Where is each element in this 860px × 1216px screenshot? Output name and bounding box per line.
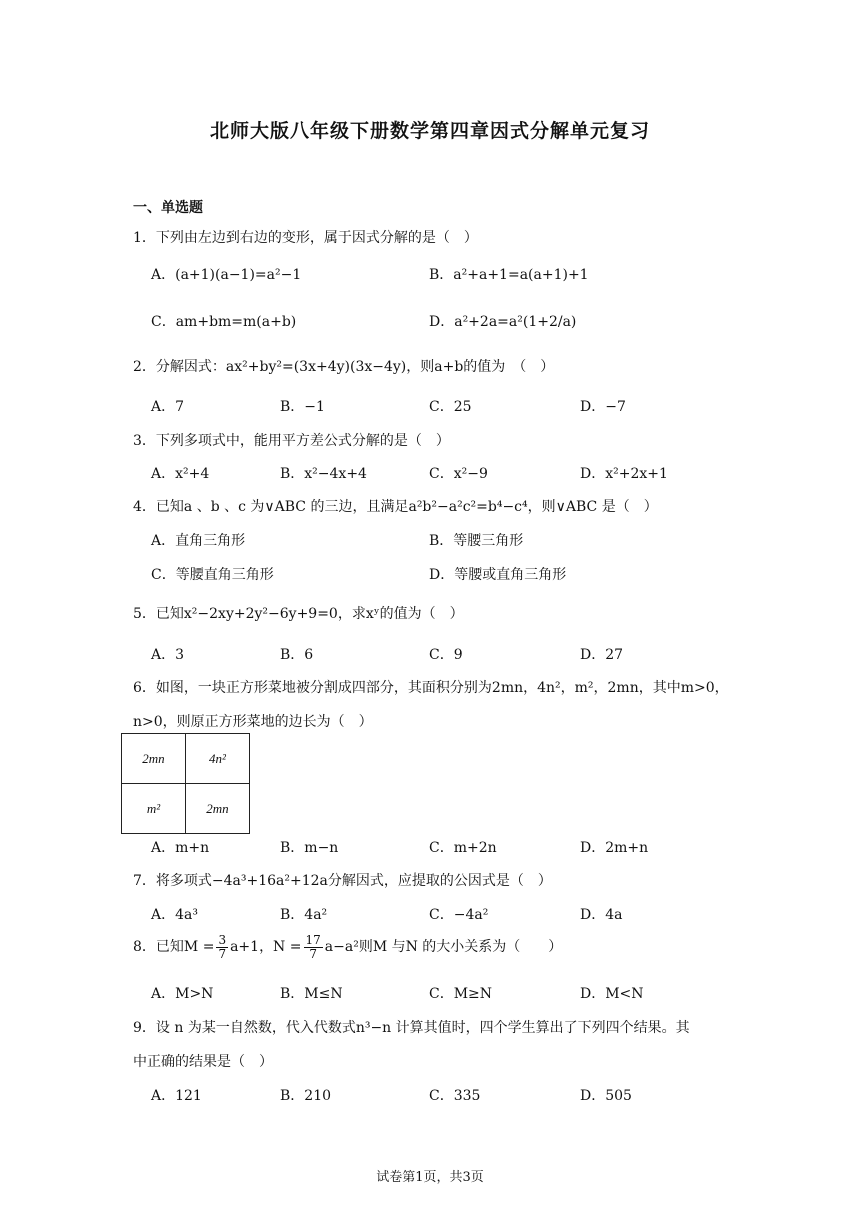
question-2-option-c: C．25 [429, 399, 472, 415]
page-title: 北师大版八年级下册数学第四章因式分解单元复习 [209, 120, 650, 142]
question-1-option-c: C．am+bm=m(a+b) [151, 314, 297, 330]
question-1-option-d: D．a²+2a=a²(1+2/a) [429, 314, 577, 330]
question-8-option-d: D．M<N [580, 986, 644, 1002]
grid-cell-top-right: 4n² [186, 734, 250, 784]
question-9-stem-line2: 中正确的结果是（ ） [133, 1054, 273, 1070]
question-4-option-b: B．等腰三角形 [429, 533, 524, 549]
question-7-option-b: B．4a² [280, 907, 328, 923]
area-grid-figure [121, 733, 250, 834]
question-2-option-a: A．7 [151, 399, 185, 415]
grid-cell-top-left: 2mn [122, 734, 186, 784]
question-9-option-a: A．121 [151, 1088, 202, 1104]
question-8-stem-part1: 8．已知M = [133, 939, 215, 956]
question-4-option-a: A．直角三角形 [151, 533, 246, 549]
question-9-option-b: B．210 [280, 1088, 332, 1104]
fraction-numerator: 17 [305, 933, 321, 947]
question-6-option-c: C．m+2n [429, 840, 497, 856]
question-2-option-d: D．−7 [580, 399, 626, 415]
fraction-3-over-7 [216, 934, 228, 960]
section-heading: 一、单选题 [133, 200, 203, 216]
fraction-17-over-7 [304, 934, 323, 960]
question-8-stem [133, 934, 562, 960]
question-7-option-a: A．4a³ [151, 907, 198, 923]
question-1-stem: 1．下列由左边到右边的变形，属于因式分解的是（ ） [133, 230, 478, 246]
question-1-option-b: B．a²+a+1=a(a+1)+1 [429, 267, 589, 283]
grid-cell-bottom-left: m² [122, 784, 186, 834]
question-3-option-a: A．x²+4 [151, 466, 210, 482]
page-footer: 试卷第1页，共3页 [376, 1170, 484, 1185]
question-6-option-a: A．m+n [151, 840, 210, 856]
question-2-option-b: B．−1 [280, 399, 325, 415]
question-5-option-b: B．6 [280, 647, 314, 663]
question-8-option-b: B．M≤N [280, 986, 343, 1002]
question-4-stem: 4．已知a 、b 、c 为∨ABC 的三边，且满足a²b²−a²c²=b⁴−c⁴，则∨ABC 是（ ） [133, 499, 658, 515]
question-5-option-a: A．3 [151, 647, 185, 663]
question-4-option-c: C．等腰直角三角形 [151, 567, 274, 583]
question-9-option-d: D．505 [580, 1088, 632, 1104]
fraction-denominator: 7 [309, 946, 317, 961]
question-8-stem-part2: a+1，N = [230, 939, 302, 956]
question-4-option-d: D．等腰或直角三角形 [429, 567, 567, 583]
question-7-option-d: D．4a [580, 907, 623, 923]
question-3-option-b: B．x²−4x+4 [280, 466, 367, 482]
question-8-option-c: C．M≥N [429, 986, 493, 1002]
question-2-stem: 2．分解因式：ax²+by²=(3x+4y)(3x−4y)，则a+b的值为 （ ） [133, 359, 555, 375]
question-7-option-c: C．−4a² [429, 907, 489, 923]
question-5-option-c: C．9 [429, 647, 463, 663]
question-9-stem: 9．设 n 为某一自然数，代入代数式n³−n 计算其值时，四个学生算出了下列四个结果。其 [133, 1020, 690, 1036]
question-6-option-d: D．2m+n [580, 840, 649, 856]
question-6-option-b: B．m−n [280, 840, 339, 856]
question-3-option-c: C．x²−9 [429, 466, 488, 482]
question-8-stem-part3: a−a²则M 与N 的大小关系为（ ） [324, 939, 563, 956]
question-6-stem: 6．如图，一块正方形菜地被分割成四部分，其面积分别为2mn，4n²，m²，2mn，其中m>0， [133, 680, 729, 696]
question-7-stem: 7．将多项式−4a³+16a²+12a分解因式，应提取的公因式是（ ） [133, 873, 552, 889]
fraction-denominator: 7 [218, 946, 227, 961]
question-9-option-c: C．335 [429, 1088, 481, 1104]
fraction-numerator: 3 [218, 933, 227, 947]
question-1-option-a: A．(a+1)(a−1)=a²−1 [151, 267, 302, 283]
question-5-stem: 5．已知x²−2xy+2y²−6y+9=0，求xʸ的值为（ ） [133, 606, 464, 622]
grid-cell-bottom-right: 2mn [186, 784, 250, 834]
question-3-stem: 3．下列多项式中，能用平方差公式分解的是（ ） [133, 433, 450, 449]
question-8-option-a: A．M>N [151, 986, 214, 1002]
question-5-option-d: D．27 [580, 647, 624, 663]
question-3-option-d: D．x²+2x+1 [580, 466, 668, 482]
question-6-stem-line2: n>0，则原正方形菜地的边长为（ ） [133, 714, 373, 730]
